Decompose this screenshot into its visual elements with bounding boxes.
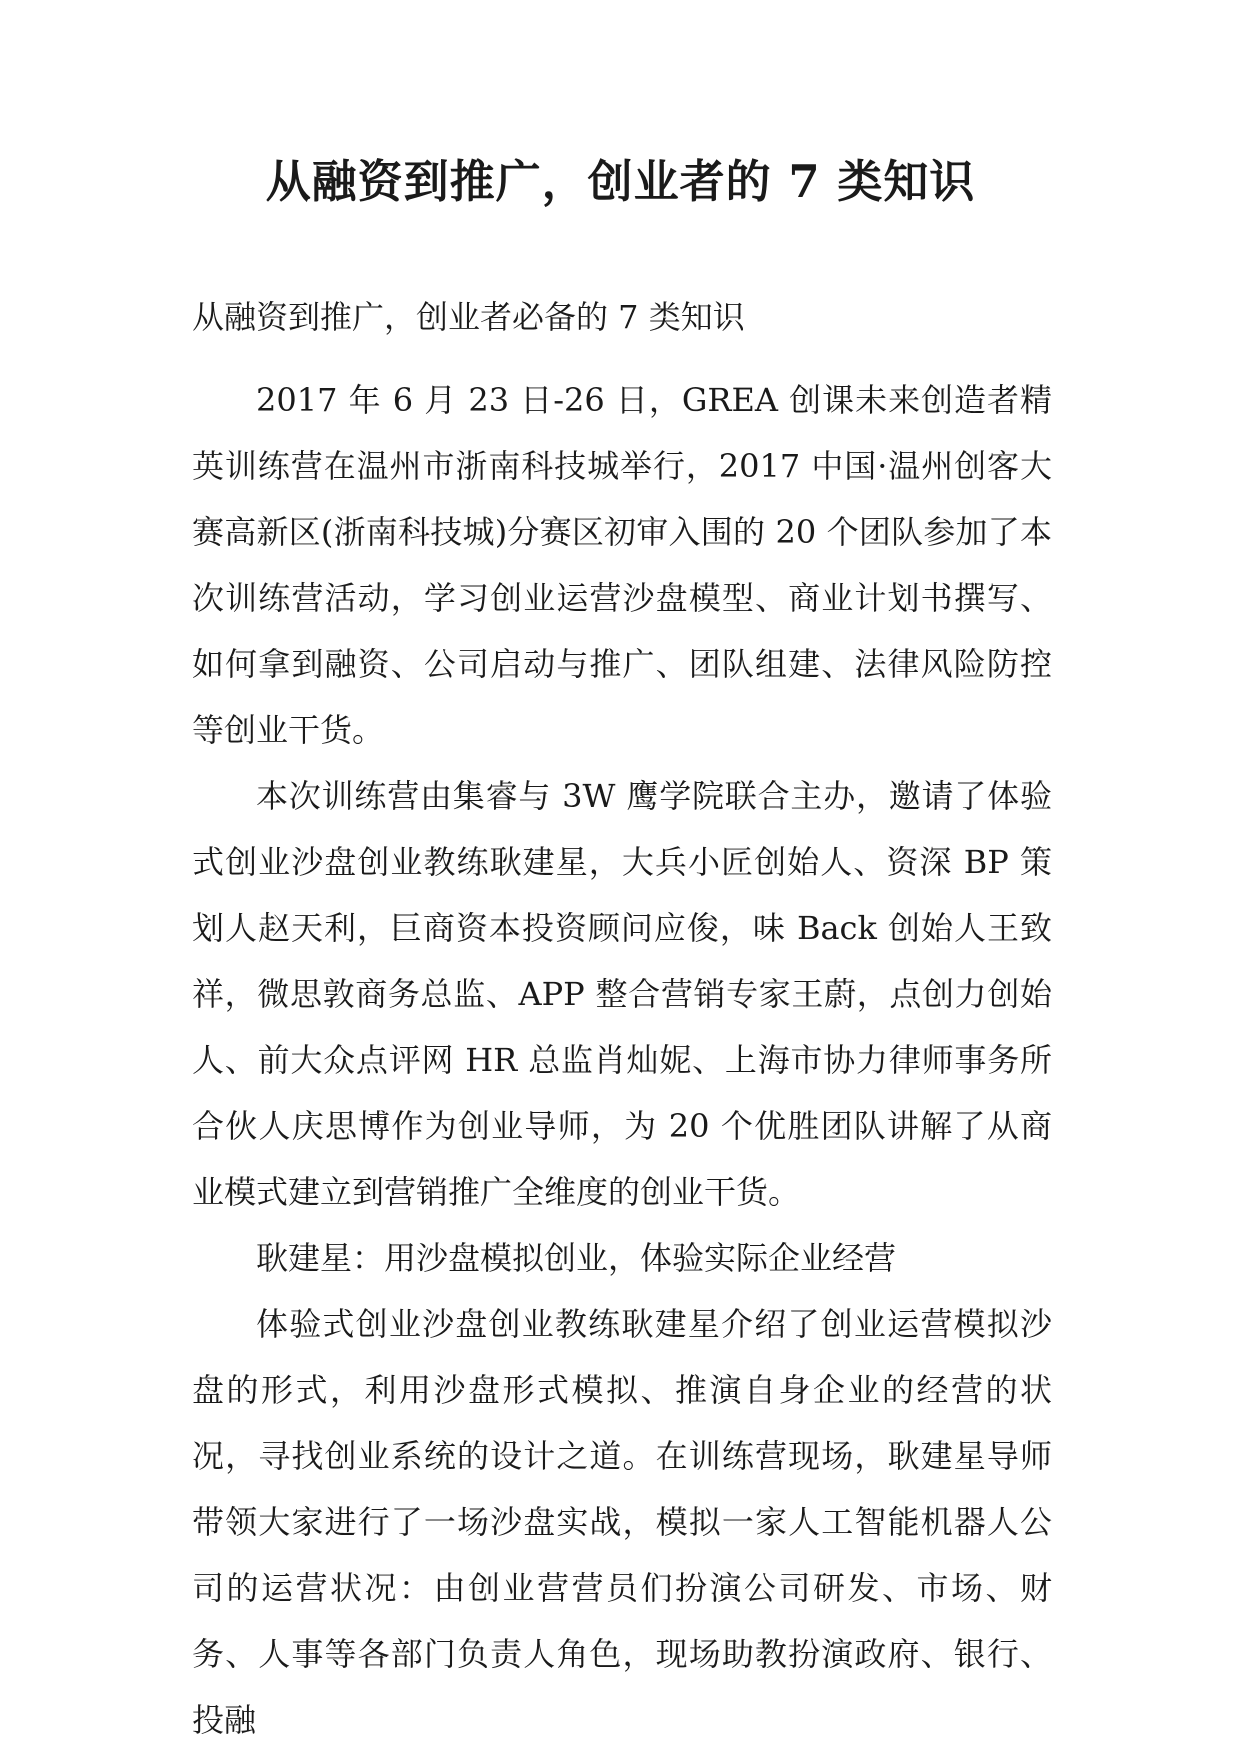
- paragraph-sandbox-simulation: 体验式创业沙盘创业教练耿建星介绍了创业运营模拟沙盘的形式，利用沙盘形式模拟、推演自身企业的经营的状况，寻找创业系统的设计之道。在训练营现场，耿建星导师带领大家进行了一场沙盘实战，模拟一家人工智能机器人公司的运营状况：由创业营营员们扮演公司研发、市场、财务、人事等各部门负责人角色，现场助教扮演政府、银行、投融: [192, 1305, 1052, 1739]
- document-body: [192, 284, 1052, 1753]
- paragraph-organizers: 本次训练营由集睿与 3W 鹰学院联合主办，邀请了体验式创业沙盘创业教练耿建星，大兵小匠创始人、资深 BP 策划人赵天利，巨商资本投资顾问应俊，味 Back 创始人王致祥，微思敦商务总监、APP 整合营销专家王蔚，点创力创始人、前大众点评网 HR 总监肖灿妮、上海市协力律师事务所合伙人庆思博作为创业导师，为 20 个优胜团队讲解了从商业模式建立到营销推广全维度的创业干货。: [192, 777, 1052, 1211]
- section-heading-geng-jianxing: 耿建星：用沙盘模拟创业，体验实际企业经营: [256, 1239, 897, 1277]
- paragraph-event-intro: 2017 年 6 月 23 日-26 日，GREA 创课未来创造者精英训练营在温州市浙南科技城举行，2017 中国·温州创客大赛高新区(浙南科技城)分赛区初审入围的 20 个团队参加了本次训练营活动，学习创业运营沙盘模型、商业计划书撰写、如何拿到融资、公司启动与推广、团队组建、法律风险防控等创业干货。: [192, 381, 1052, 749]
- document-title: 从融资到推广，创业者的 7 类知识: [265, 155, 976, 208]
- document-subtitle: 从融资到推广，创业者必备的 7 类知识: [192, 298, 745, 336]
